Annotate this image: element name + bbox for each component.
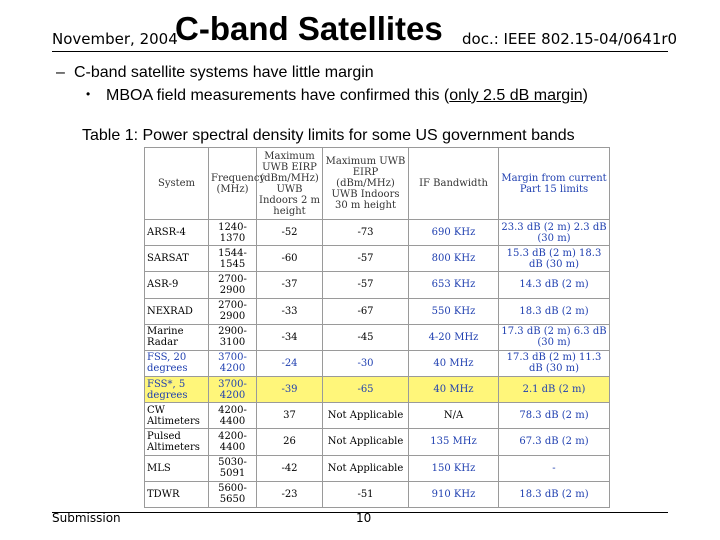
cell-if-bandwidth: 910 KHz [409,481,499,507]
cell-margin: 18.3 dB (2 m) [499,481,610,507]
cell-if-bandwidth: 40 MHz [409,377,499,403]
cell-eirp-2m: -60 [257,246,323,272]
cell-system: CW Altimeters [145,403,209,429]
cell-eirp-30m: -65 [323,377,409,403]
cell-margin: 78.3 dB (2 m) [499,403,610,429]
col-header-frequency: Frequency (MHz) [209,148,257,220]
table-row [145,220,610,246]
cell-frequency: 3700-4200 [209,350,257,376]
cell-if-bandwidth: 690 KHz [409,220,499,246]
cell-if-bandwidth: 4-20 MHz [409,324,499,350]
cell-eirp-2m: -24 [257,350,323,376]
cell-margin: 2.1 dB (2 m) [499,377,610,403]
cell-system: NEXRAD [145,298,209,324]
cell-if-bandwidth: 653 KHz [409,272,499,298]
cell-system: ARSR-4 [145,220,209,246]
cell-eirp-2m: -34 [257,324,323,350]
cell-frequency: 5600-5650 [209,481,257,507]
cell-margin: 18.3 dB (2 m) [499,298,610,324]
table-row [145,298,610,324]
table-row [145,272,610,298]
cell-eirp-2m: -33 [257,298,323,324]
cell-eirp-2m: 37 [257,403,323,429]
cell-system: TDWR [145,481,209,507]
cell-if-bandwidth: 550 KHz [409,298,499,324]
cell-eirp-2m: -23 [257,481,323,507]
cell-if-bandwidth: 135 MHz [409,429,499,455]
cell-eirp-30m: -73 [323,220,409,246]
slide-title: C-band Satellites [175,10,443,47]
cell-frequency: 2700-2900 [209,298,257,324]
cell-eirp-30m: Not Applicable [323,403,409,429]
cell-frequency: 5030-5091 [209,455,257,481]
table-row-highlighted [145,377,610,403]
cell-eirp-30m: -51 [323,481,409,507]
table-caption: Table 1: Power spectral density limits for some US government bands [82,127,575,144]
cell-frequency: 2900-3100 [209,324,257,350]
dot-bullet-icon: • [86,87,91,101]
cell-margin: 14.3 dB (2 m) [499,272,610,298]
cell-system: SARSAT [145,246,209,272]
cell-eirp-2m: -52 [257,220,323,246]
document-id: doc.: IEEE 802.15-04/0641r0 [462,30,678,48]
table-row [145,324,610,350]
col-header-system: System [145,148,209,220]
cell-eirp-2m: -37 [257,272,323,298]
cell-eirp-30m: -45 [323,324,409,350]
cell-eirp-30m: -57 [323,272,409,298]
cell-frequency: 3700-4200 [209,377,257,403]
table-row [145,429,610,455]
cell-frequency: 1240-1370 [209,220,257,246]
cell-system: FSS, 20 degrees [145,350,209,376]
cell-if-bandwidth: N/A [409,403,499,429]
cell-eirp-30m: -57 [323,246,409,272]
cell-system: MLS [145,455,209,481]
cell-if-bandwidth: 150 KHz [409,455,499,481]
cell-eirp-2m: 26 [257,429,323,455]
cell-frequency: 4200-4400 [209,429,257,455]
bullet-level-2-underlined: only 2.5 dB margin [449,87,583,104]
cell-if-bandwidth: 800 KHz [409,246,499,272]
cell-margin: 15.3 dB (2 m) 18.3 dB (30 m) [499,246,610,272]
cell-eirp-2m: -39 [257,377,323,403]
bullet-level-2-text: MBOA field measurements have confirmed this ( [106,87,450,104]
cell-eirp-30m: Not Applicable [323,429,409,455]
bullet-level-1-text: C-band satellite systems have little margin [74,64,374,81]
page-number: 10 [356,511,372,525]
bullet-level-2-end: ) [582,87,588,104]
table-row [145,403,610,429]
dash-bullet-icon: – [56,64,65,81]
table-row [145,481,610,507]
table-row [145,350,610,376]
cell-frequency: 4200-4400 [209,403,257,429]
header-rule [52,51,668,52]
col-header-if-bandwidth: IF Bandwidth [409,148,499,220]
cell-eirp-30m: Not Applicable [323,455,409,481]
cell-frequency: 1544-1545 [209,246,257,272]
bullet-level-1 [56,64,374,82]
cell-eirp-30m: -30 [323,350,409,376]
cell-system: Pulsed Altimeters [145,429,209,455]
header-date: November, 2004 [52,30,178,48]
cell-eirp-2m: -42 [257,455,323,481]
table-header-row [145,148,610,220]
table-row [145,455,610,481]
cell-system: FSS*, 5 degrees [145,377,209,403]
cell-margin: - [499,455,610,481]
footer-submission: Submission [52,511,121,525]
cell-frequency: 2700-2900 [209,272,257,298]
table-row [145,246,610,272]
col-header-eirp-2m: Maximum UWB EIRP (dBm/MHz) UWB Indoors 2 m height [257,148,323,220]
col-header-eirp-30m: Maximum UWB EIRP (dBm/MHz) UWB Indoors 30 m height [323,148,409,220]
cell-if-bandwidth: 40 MHz [409,350,499,376]
cell-system: Marine Radar [145,324,209,350]
cell-eirp-30m: -67 [323,298,409,324]
col-header-margin: Margin from current Part 15 limits [499,148,610,220]
cell-margin: 23.3 dB (2 m) 2.3 dB (30 m) [499,220,610,246]
cell-margin: 17.3 dB (2 m) 6.3 dB (30 m) [499,324,610,350]
cell-margin: 17.3 dB (2 m) 11.3 dB (30 m) [499,350,610,376]
bullet-level-2 [86,87,588,105]
psd-limits-table [144,147,610,508]
cell-margin: 67.3 dB (2 m) [499,429,610,455]
cell-system: ASR-9 [145,272,209,298]
